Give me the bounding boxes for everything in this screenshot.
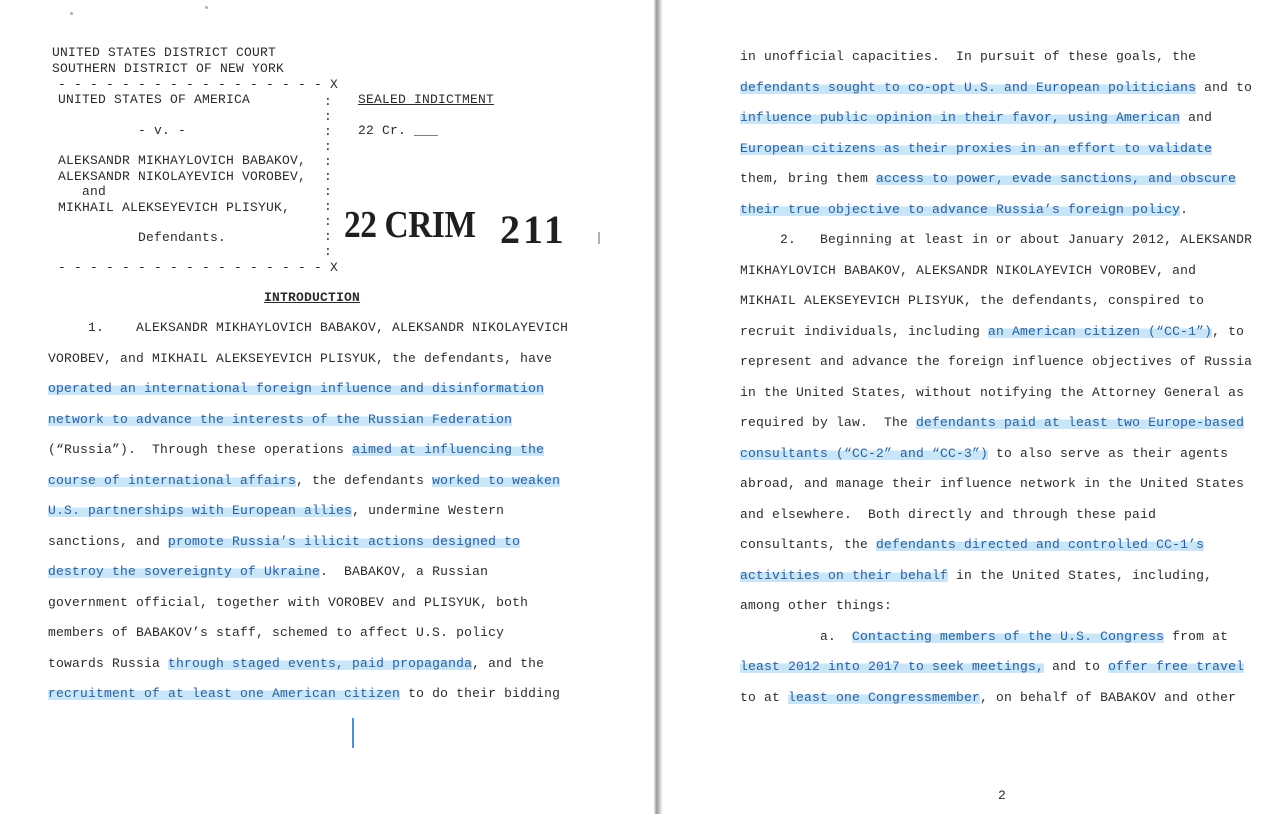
text-run: towards Russia (48, 655, 169, 671)
highlighted-text: network to advance the interests of the Russian Federation (48, 411, 513, 427)
scan-speck (205, 6, 208, 9)
highlighted-text: activities on their behalf (740, 567, 949, 583)
highlighted-text: destroy the sovereignty of Ukraine (48, 564, 321, 579)
court-name-line2: SOUTHERN DISTRICT OF NEW YORK (52, 61, 285, 76)
text-line (48, 625, 504, 641)
highlighted-text: European citizens as their proxies in an effort to validate (740, 140, 1213, 156)
text-run: 2. Beginning at least in or about January 2012, ALEKSANDR (740, 232, 1253, 247)
highlighted-text: through staged events, paid propaganda (168, 655, 473, 671)
highlighted-text: least 2012 into 2017 to seek meetings, (740, 659, 1045, 674)
text-line (48, 320, 568, 336)
text-run: among other things: (740, 598, 893, 613)
case-number: 22 Cr. ___ (358, 123, 439, 138)
text-line (740, 202, 1188, 218)
text-line (48, 503, 504, 519)
text-line (740, 49, 1196, 65)
caption-colon: : (324, 94, 333, 109)
text-run: , to (1212, 323, 1245, 339)
text-line (740, 293, 1204, 309)
caption-colon: : (324, 109, 333, 124)
highlighted-text: Contacting members of the U.S. Congress (852, 628, 1165, 644)
text-line (740, 659, 1244, 675)
text-line (740, 110, 1212, 126)
text-line (740, 141, 1212, 157)
highlighted-text: consultants (“CC-2” and “CC-3”) (740, 445, 989, 461)
text-run: consultants, the (740, 537, 877, 552)
text-run: in the United States, without notifying the Attorney General as (740, 384, 1245, 400)
caption-divider-bottom: - - - - - - - - - - - - - - - - - X (58, 260, 339, 275)
text-line (740, 476, 1244, 492)
text-line (48, 564, 488, 580)
highlighted-text: operated an international foreign influence and disinformation (48, 381, 545, 396)
text-line (740, 568, 1212, 584)
highlighted-text: their true objective to advance Russia’s foreign policy (740, 201, 1181, 217)
text-run: government official, together with VOROBEV and PLISYUK, both (48, 594, 529, 610)
text-line (740, 690, 1236, 706)
text-line (740, 324, 1244, 340)
text-line (48, 534, 520, 550)
versus-label: - v. - (138, 123, 187, 138)
defendant-name: ALEKSANDR NIKOLAYEVICH VOROBEV, (58, 169, 307, 184)
text-line (740, 598, 892, 614)
defendants-label: Defendants. (138, 230, 227, 245)
text-run: in the United States, including, (948, 567, 1213, 583)
text-run: required by law. The (740, 415, 917, 430)
text-line (740, 80, 1252, 96)
text-line (48, 351, 552, 367)
page-number: 2 (998, 788, 1007, 803)
text-line (740, 507, 1156, 523)
text-line (740, 446, 1228, 462)
scan-speck (598, 232, 600, 244)
text-run: them, bring them (740, 171, 877, 186)
text-line (740, 232, 1252, 248)
caption-divider-top: - - - - - - - - - - - - - - - - - X (58, 77, 339, 92)
page-gutter (654, 0, 662, 814)
caption-colon: : (324, 214, 333, 229)
caption-colon: : (324, 184, 333, 199)
defendant-name: MIKHAIL ALEKSEYEVICH PLISYUK, (58, 200, 291, 215)
text-run: , on behalf of BABAKOV and other (980, 689, 1237, 705)
case-stamp-text: 22 CRIM (344, 204, 476, 246)
text-run: in unofficial capacities. In pursuit of these goals, the (740, 49, 1197, 64)
text-run: , undermine Western (352, 503, 505, 518)
text-run: , and the (472, 655, 545, 671)
text-run: and elsewhere. Both directly and through these paid (740, 506, 1157, 522)
text-run: , the defendants (296, 472, 433, 488)
text-run: represent and advance the foreign influence objectives of Russia (740, 354, 1253, 369)
and-conjunction: and (82, 184, 107, 199)
section-heading: INTRODUCTION (264, 290, 361, 305)
highlighted-text: defendants sought to co-opt U.S. and European politicians (740, 79, 1197, 95)
text-line (48, 473, 560, 489)
text-run: . BABAKOV, a Russian (320, 564, 489, 579)
text-line (740, 385, 1244, 401)
text-line (740, 354, 1252, 370)
sealed-indictment-label: SEALED INDICTMENT (358, 92, 495, 107)
highlighted-text: influence public opinion in their favor, using American (740, 110, 1181, 125)
caption-colon: : (324, 199, 333, 214)
text-run: from at (1164, 628, 1229, 644)
text-line (48, 442, 544, 458)
text-run: 1. ALEKSANDR MIKHAYLOVICH BABAKOV, ALEKSANDR NIKOLAYEVICH (48, 320, 569, 335)
text-run: and to (1044, 659, 1109, 674)
text-line (740, 629, 1228, 645)
highlighted-text: defendants directed and controlled CC-1’s (876, 537, 1205, 552)
text-run: to also serve as their agents (988, 445, 1229, 461)
caption-colon: : (324, 169, 333, 184)
defendant-name: ALEKSANDR MIKHAYLOVICH BABAKOV, (58, 153, 307, 168)
caption-colon: : (324, 139, 333, 154)
highlighted-text: an American citizen (“CC-1”) (988, 323, 1213, 339)
text-run: (“Russia”). Through these operations (48, 442, 353, 457)
text-run: VOROBEV, and MIKHAIL ALEKSEYEVICH PLISYUK, the defendants, have (48, 350, 553, 366)
text-run: . (1180, 201, 1189, 217)
text-run: recruit individuals, including (740, 323, 989, 339)
text-run: to do their bidding (400, 686, 561, 701)
highlighted-text: least one Congressmember (788, 689, 981, 705)
caption-colon: : (324, 229, 333, 244)
pen-mark (352, 718, 354, 748)
text-line (740, 171, 1236, 187)
text-line (48, 656, 544, 672)
highlighted-text: U.S. partnerships with European allies (48, 503, 353, 518)
highlighted-text: promote Russia’s illicit actions designed to (168, 533, 521, 549)
plaintiff-name: UNITED STATES OF AMERICA (58, 92, 251, 107)
text-run: MIKHAYLOVICH BABAKOV, ALEKSANDR NIKOLAYEVICH VOROBEV, and (740, 262, 1197, 278)
text-line (48, 686, 560, 702)
caption-colon: : (324, 154, 333, 169)
highlighted-text: access to power, evade sanctions, and obscure (876, 171, 1237, 186)
highlighted-text: aimed at influencing the (352, 442, 545, 457)
text-line (740, 537, 1204, 553)
text-run: abroad, and manage their influence network in the United States (740, 476, 1245, 491)
text-line (740, 263, 1196, 279)
text-run: a. (740, 628, 853, 644)
text-run: MIKHAIL ALEKSEYEVICH PLISYUK, the defendants, conspired to (740, 293, 1205, 308)
caption-colon: : (324, 124, 333, 139)
text-run: to at (740, 689, 789, 705)
highlighted-text: worked to weaken (432, 472, 561, 488)
text-line (48, 412, 512, 428)
text-line (740, 415, 1244, 431)
text-run: members of BABAKOV’s staff, schemed to affect U.S. policy (48, 625, 505, 640)
text-run: sanctions, and (48, 533, 169, 549)
highlighted-text: recruitment of at least one American citizen (48, 686, 401, 701)
page-2 (662, 0, 1280, 814)
scan-speck (70, 12, 73, 15)
court-name-line1: UNITED STATES DISTRICT COURT (52, 45, 277, 60)
text-line (48, 595, 528, 611)
text-line (48, 381, 544, 397)
highlighted-text: offer free travel (1108, 659, 1245, 674)
text-run: and to (1196, 79, 1253, 95)
case-stamp-number: 211 (500, 207, 567, 252)
highlighted-text: course of international affairs (48, 472, 297, 488)
text-run: and (1180, 110, 1213, 125)
highlighted-text: defendants paid at least two Europe-based (916, 415, 1245, 430)
caption-colon: : (324, 244, 333, 259)
